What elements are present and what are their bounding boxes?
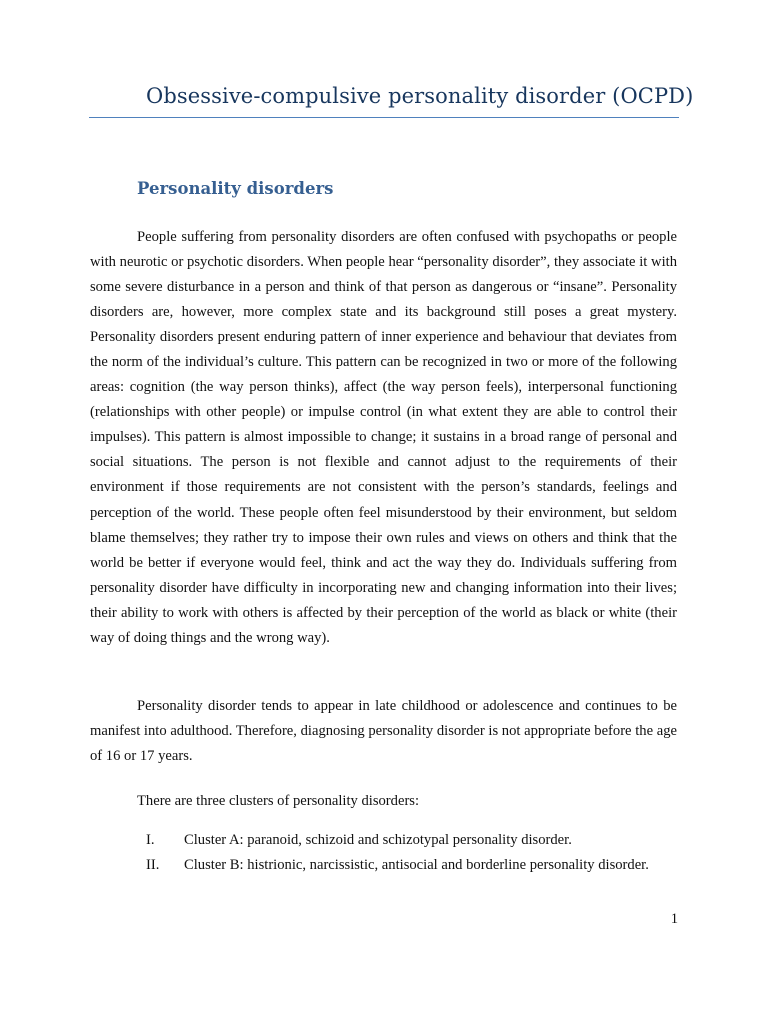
cluster-list-item (90, 853, 677, 878)
cluster-list (90, 828, 677, 878)
cluster-list-item (90, 828, 677, 853)
page-number: 1 (670, 911, 678, 927)
body-paragraph-onset: Personality disorder tends to appear in late childhood or adolescence and continues to be manifest into adulthood. Therefore, diagnosing personality disorder is not appropriate before the age of 16 or 17 years. (90, 698, 677, 765)
cluster-list-text: Cluster A: paranoid, schizoid and schizotypal personality disorder. (184, 832, 572, 848)
cluster-list-text: Cluster B: histrionic, narcissistic, antisocial and borderline personality disorder. (184, 857, 649, 874)
title-underline-rule (89, 117, 679, 118)
cluster-list-number: II. (146, 857, 160, 874)
body-paragraph-clusters-intro: There are three clusters of personality disorders: (137, 793, 420, 809)
document-title: Obsessive-compulsive personality disorder (OCPD) (146, 84, 694, 108)
section-heading: Personality disorders (137, 179, 334, 198)
cluster-list-number: I. (146, 832, 155, 848)
body-paragraph-intro: People suffering from personality disorders are often confused with psychopaths or people with neurotic or psychotic disorders. When people hear “personality disorder”, they associate it with some severe disturbance in a person and think of that person as dangerous or “insane”. Personality disorders are, however, more complex state and its background still poses a great mystery. Personality disorders present enduring pattern of inner experience and behaviour that deviates from the norm of the individual’s culture. This pattern can be recognized in two or more of the following areas: cognition (the way person thinks), affect (the way person feels), interpersonal functioning (relationships with other people) or impulse control (in what extent they are able to control their impulses). This pattern is almost impossible to change; it sustains in a broad range of personal and social situations. The person is not flexible and cannot adjust to the requirements of their environment if those requirements are not consistent with the person’s standards, feelings and perception of the world. These people often feel misunderstood by their environment, but seldom blame themselves; they rather try to impose their own rules and views on others and think that the world be better if everyone would feel, think and act the way they do. Individuals suffering from personality disorder have difficulty in incorporating new and changing information into their lives; their ability to work with others is affected by their perception of the world as black or white (their way of doing things and the wrong way). (90, 229, 677, 646)
